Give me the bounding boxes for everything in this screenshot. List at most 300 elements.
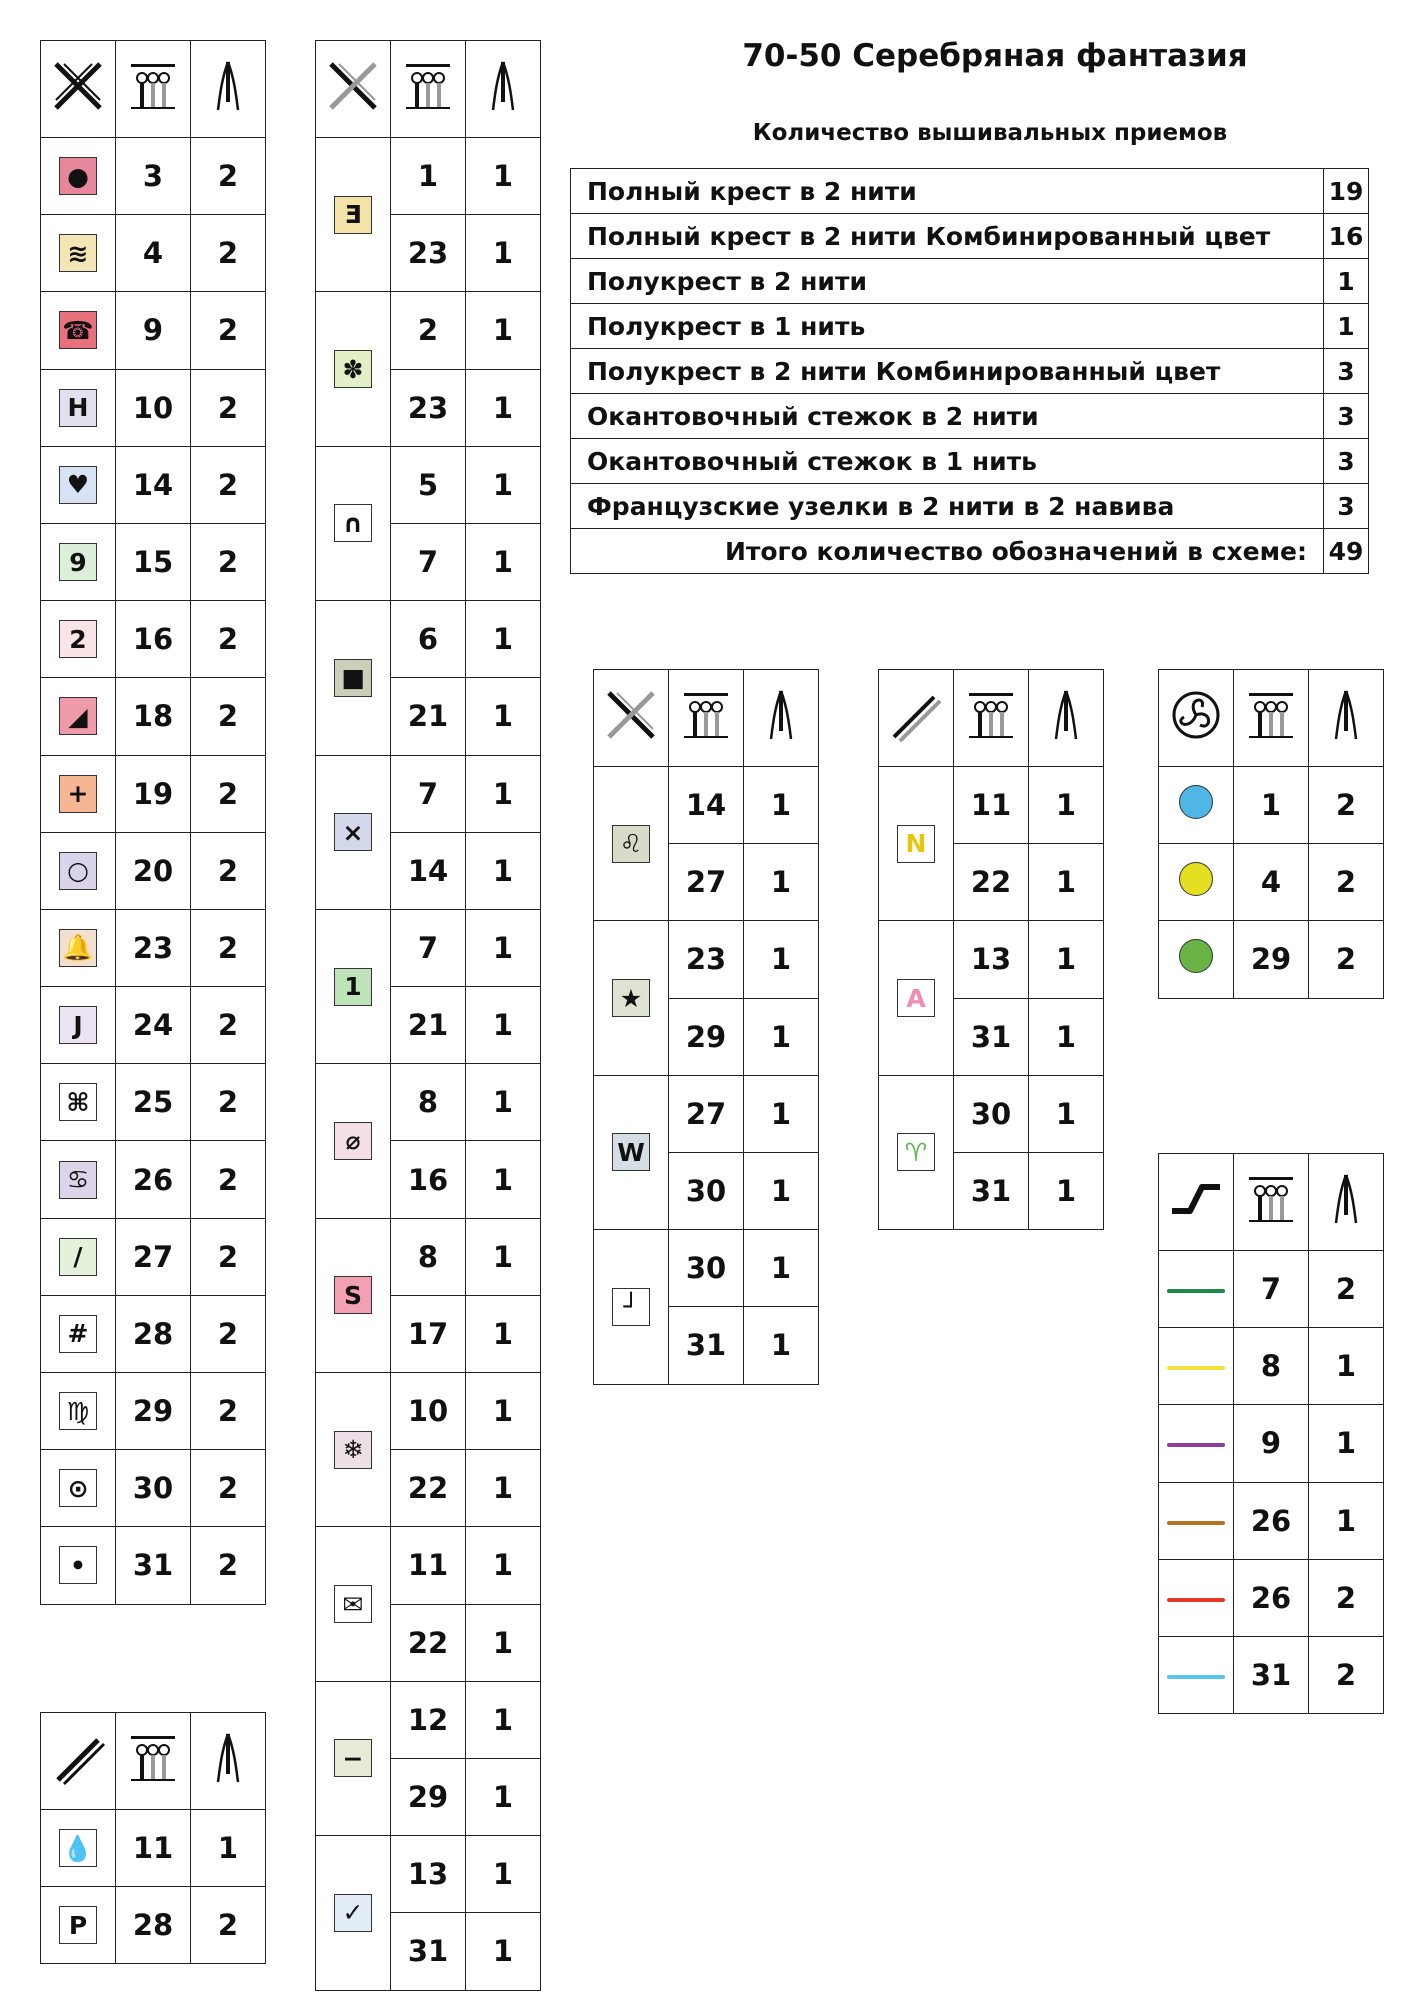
strands-value: 2 [1309, 1636, 1384, 1713]
thread-color-value: 29 [116, 1373, 191, 1450]
combined-cross-icon [325, 58, 381, 114]
thread-color-value: 30 [669, 1152, 744, 1229]
symbol-header [1159, 670, 1234, 767]
thread-color-value: 7 [1234, 1251, 1309, 1328]
strands-value: 2 [191, 1527, 266, 1604]
strands-value: 1 [744, 998, 819, 1075]
key-symbol-cell [41, 832, 116, 909]
strands-header [191, 1713, 266, 1810]
strands-value: 1 [1309, 1405, 1384, 1482]
key-row [316, 1527, 541, 1604]
key-symbol-cell [41, 1064, 116, 1141]
strands-value: 1 [466, 1295, 541, 1372]
key-row [41, 369, 266, 446]
thread-color-value: 9 [116, 292, 191, 369]
key-symbol-cell [41, 523, 116, 600]
count-value: 3 [1324, 484, 1369, 529]
thread-color-value: 23 [391, 369, 466, 446]
dot-symbol: • [59, 1546, 97, 1584]
key-symbol-cell [316, 755, 391, 909]
digit-9-symbol: 9 [59, 543, 97, 581]
purple-line [1167, 1443, 1225, 1447]
thread-color-value: 31 [954, 1152, 1029, 1229]
strands-value: 1 [744, 767, 819, 844]
blue-dot [1179, 785, 1213, 819]
key-row [316, 1373, 541, 1450]
letter-h-symbol: H [59, 389, 97, 427]
needle-icon [753, 687, 809, 743]
thread-color-value: 11 [116, 1810, 191, 1887]
key-row [1159, 921, 1384, 998]
strands-value: 1 [466, 987, 541, 1064]
key-row [879, 921, 1104, 998]
key-symbol-cell [594, 1075, 669, 1229]
brown-line [1167, 1521, 1225, 1525]
strands-header [1309, 1154, 1384, 1251]
green-dot [1179, 939, 1213, 973]
thread-color-value: 31 [1234, 1636, 1309, 1713]
arch-symbol: ∩ [334, 504, 372, 542]
strands-value: 2 [191, 1450, 266, 1527]
thread-color-value: 26 [1234, 1559, 1309, 1636]
count-row [571, 169, 1369, 214]
thread-color-value: 21 [391, 987, 466, 1064]
strands-value: 1 [466, 1681, 541, 1758]
count-value: 3 [1324, 349, 1369, 394]
key-symbol-cell [41, 1295, 116, 1372]
heart-symbol: ♥ [59, 466, 97, 504]
key-symbol-cell [316, 1527, 391, 1681]
key-row [1159, 1251, 1384, 1328]
key-row [1159, 767, 1384, 844]
count-row [571, 439, 1369, 484]
key-row [41, 1810, 266, 1887]
key-symbol-cell [41, 1218, 116, 1295]
thread-color-value: 12 [391, 1681, 466, 1758]
count-value: 16 [1324, 214, 1369, 259]
strands-value: 1 [466, 215, 541, 292]
thread-color-icon [125, 1730, 181, 1786]
key-row [594, 767, 819, 844]
key-row [41, 832, 266, 909]
needle-icon [200, 58, 256, 114]
thread-color-value: 3 [116, 138, 191, 215]
strands-value: 1 [744, 1075, 819, 1152]
key-row [316, 1681, 541, 1758]
thread-color-value: 8 [391, 1064, 466, 1141]
strands-value: 2 [191, 832, 266, 909]
thread-color-value: 10 [116, 369, 191, 446]
needle-icon [1318, 1171, 1374, 1227]
waves-symbol: ≋ [59, 234, 97, 272]
count-label: Полукрест в 2 нити Комбинированный цвет [571, 349, 1324, 394]
key-row [41, 215, 266, 292]
thread-color-icon [1243, 687, 1299, 743]
flower-symbol: ✽ [334, 350, 372, 388]
thread-color-value: 10 [391, 1373, 466, 1450]
leo-sign-symbol: ♌ [612, 825, 650, 863]
key-row [41, 909, 266, 986]
key-row [1159, 1482, 1384, 1559]
key-row [41, 987, 266, 1064]
key-symbol-cell [41, 1373, 116, 1450]
strands-value: 1 [466, 678, 541, 755]
red-line [1167, 1598, 1225, 1602]
thread-color-value: 16 [391, 1141, 466, 1218]
thread-color-value: 13 [954, 921, 1029, 998]
thread-color-value: 30 [116, 1450, 191, 1527]
strands-header [466, 41, 541, 138]
key-symbol-cell [41, 1527, 116, 1604]
thread-color-value: 28 [116, 1887, 191, 1964]
key-row [594, 1230, 819, 1307]
key-row [41, 523, 266, 600]
thread-color-value: 13 [391, 1836, 466, 1913]
strands-value: 1 [1029, 921, 1104, 998]
strands-value: 2 [191, 1141, 266, 1218]
strands-value: 1 [466, 1836, 541, 1913]
key-symbol-cell [1159, 844, 1234, 921]
count-value: 19 [1324, 169, 1369, 214]
thread-color-value: 27 [669, 844, 744, 921]
strands-value: 1 [466, 1373, 541, 1450]
thread-color-header [669, 670, 744, 767]
header-row [879, 670, 1104, 767]
key-row [316, 1064, 541, 1141]
thread-color-value: 23 [391, 215, 466, 292]
count-row [571, 259, 1369, 304]
letter-a-symbol: A [897, 979, 935, 1017]
strands-value: 1 [466, 601, 541, 678]
strands-value: 2 [1309, 767, 1384, 844]
count-row [571, 304, 1369, 349]
backstitch-icon [1168, 1171, 1224, 1227]
strands-value: 1 [466, 1064, 541, 1141]
telephone-symbol: ☎ [59, 311, 97, 349]
counts-subtitle: Количество вышивальных приемов [752, 120, 1228, 146]
thread-color-icon [400, 58, 456, 114]
key-row [316, 292, 541, 369]
thread-color-value: 11 [954, 767, 1029, 844]
half-cross-icon [50, 1730, 106, 1786]
key-row [879, 1075, 1104, 1152]
thread-color-value: 31 [391, 1913, 466, 1990]
strands-value: 2 [191, 1295, 266, 1372]
strands-value: 2 [191, 446, 266, 523]
strands-value: 2 [191, 1064, 266, 1141]
key-symbol-cell [594, 1230, 669, 1384]
combined-half-cross-key-table [878, 669, 1104, 1230]
strands-value: 1 [466, 1527, 541, 1604]
key-row [41, 1373, 266, 1450]
key-symbol-cell [316, 1836, 391, 1990]
strands-value: 1 [466, 446, 541, 523]
thread-color-value: 14 [116, 446, 191, 523]
strands-value: 2 [191, 1373, 266, 1450]
strands-value: 1 [744, 844, 819, 921]
digit-1-symbol: 1 [334, 968, 372, 1006]
strands-value: 1 [466, 369, 541, 446]
key-symbol-cell [41, 138, 116, 215]
strands-value: 1 [466, 1604, 541, 1681]
strands-value: 2 [191, 755, 266, 832]
count-label: Окантовочный стежок в 1 нить [571, 439, 1324, 484]
count-label: Полукрест в 1 нить [571, 304, 1324, 349]
thread-color-header [1234, 1154, 1309, 1251]
strands-value: 2 [191, 987, 266, 1064]
strands-value: 1 [1029, 1152, 1104, 1229]
key-symbol-cell [41, 755, 116, 832]
key-symbol-cell [316, 1218, 391, 1372]
key-symbol-cell [316, 446, 391, 600]
strands-value: 1 [466, 523, 541, 600]
key-symbol-cell [1159, 1328, 1234, 1405]
key-row [879, 767, 1104, 844]
filled-circle-symbol: ● [59, 157, 97, 195]
small-cross-symbol: × [334, 813, 372, 851]
strands-value: 1 [466, 138, 541, 215]
half-cross-key-table [40, 1712, 266, 1964]
corner-symbol: ┘ [612, 1288, 650, 1326]
triangle-symbol: ◢ [59, 697, 97, 735]
key-row [41, 292, 266, 369]
drop-symbol: 💧 [59, 1829, 97, 1867]
key-symbol-cell [316, 909, 391, 1063]
key-symbol-cell [41, 1810, 116, 1887]
key-symbol-cell [1159, 1251, 1234, 1328]
strands-value: 1 [466, 1758, 541, 1835]
key-symbol-cell [1159, 1559, 1234, 1636]
key-row [316, 138, 541, 215]
key-symbol-cell [41, 678, 116, 755]
circle-outline-symbol: ○ [59, 852, 97, 890]
letter-e-symbol: Ǝ [334, 196, 372, 234]
thread-color-value: 4 [116, 215, 191, 292]
thread-color-value: 23 [116, 909, 191, 986]
strands-value: 1 [1029, 844, 1104, 921]
key-symbol-cell [316, 601, 391, 755]
thread-color-value: 31 [669, 1307, 744, 1384]
letter-n-symbol: N [897, 825, 935, 863]
thread-color-icon [125, 58, 181, 114]
key-row [316, 1218, 541, 1295]
letter-p-symbol: P [59, 1906, 97, 1944]
needle-icon [1318, 687, 1374, 743]
needle-icon [1038, 687, 1094, 743]
header-row [41, 41, 266, 138]
key-symbol-cell [879, 767, 954, 921]
strands-value: 1 [744, 921, 819, 998]
key-row [316, 755, 541, 832]
count-label: Полный крест в 2 нити Комбинированный цвет [571, 214, 1324, 259]
letter-w-symbol: W [612, 1133, 650, 1171]
thread-color-value: 30 [954, 1075, 1029, 1152]
command-symbol: ⌘ [59, 1083, 97, 1121]
strands-value: 1 [466, 1450, 541, 1527]
page-title: 70-50 Серебряная фантазия [742, 38, 1248, 74]
strands-value: 1 [744, 1152, 819, 1229]
key-row [41, 678, 266, 755]
key-row [41, 1218, 266, 1295]
lightblue-line [1167, 1675, 1225, 1679]
thread-color-value: 7 [391, 523, 466, 600]
strands-value: 2 [191, 678, 266, 755]
symbol-header [316, 41, 391, 138]
key-row [41, 1064, 266, 1141]
count-value: 1 [1324, 259, 1369, 304]
thread-color-value: 1 [1234, 767, 1309, 844]
thread-color-value: 4 [1234, 844, 1309, 921]
key-symbol-cell [879, 1075, 954, 1229]
thread-color-value: 27 [669, 1075, 744, 1152]
needle-icon [475, 58, 531, 114]
key-symbol-cell [316, 292, 391, 446]
green-line [1167, 1289, 1225, 1293]
key-row [316, 446, 541, 523]
thread-color-value: 21 [391, 678, 466, 755]
key-row [41, 1141, 266, 1218]
strands-header [1309, 670, 1384, 767]
check-symbol: ✓ [334, 1894, 372, 1932]
combined-cross-key-table [315, 40, 541, 1991]
full-cross-key-table [40, 40, 266, 1605]
thread-color-header [116, 1713, 191, 1810]
symbol-header [879, 670, 954, 767]
thread-color-value: 20 [116, 832, 191, 909]
key-row [41, 755, 266, 832]
key-row [316, 909, 541, 986]
key-symbol-cell [1159, 1405, 1234, 1482]
header-row [41, 1713, 266, 1810]
strands-value: 2 [191, 138, 266, 215]
strands-value: 1 [1029, 1075, 1104, 1152]
key-symbol-cell [879, 921, 954, 1075]
count-row [571, 214, 1369, 259]
thread-color-value: 18 [116, 678, 191, 755]
snowflake-symbol: ❄ [334, 1431, 372, 1469]
count-label: Полукрест в 2 нити [571, 259, 1324, 304]
dot-circle-symbol: ⊙ [59, 1469, 97, 1507]
key-row [41, 1527, 266, 1604]
strands-value: 1 [1309, 1482, 1384, 1559]
letter-j-symbol: J [59, 1006, 97, 1044]
thread-color-value: 11 [391, 1527, 466, 1604]
symbol-header [594, 670, 669, 767]
combined-cross-key-table-2 [593, 669, 819, 1385]
virgo-sign-symbol: ♍ [59, 1392, 97, 1430]
strands-value: 1 [466, 1218, 541, 1295]
key-symbol-cell [41, 369, 116, 446]
thread-color-value: 31 [116, 1527, 191, 1604]
thread-color-value: 22 [391, 1604, 466, 1681]
key-row [594, 1075, 819, 1152]
count-total-label: Итого количество обозначений в схеме: [571, 529, 1324, 574]
plus-symbol: + [59, 775, 97, 813]
thread-color-value: 1 [391, 138, 466, 215]
french-knot-key-table [1158, 669, 1384, 999]
key-symbol-cell [316, 138, 391, 292]
thread-color-value: 29 [1234, 921, 1309, 998]
thread-color-icon [1243, 1171, 1299, 1227]
thread-color-header [1234, 670, 1309, 767]
header-row [316, 41, 541, 138]
combined-half-cross-icon [888, 687, 944, 743]
thread-color-value: 14 [391, 832, 466, 909]
strands-value: 1 [466, 292, 541, 369]
strands-value: 2 [191, 1218, 266, 1295]
strands-value: 1 [466, 832, 541, 909]
thread-color-value: 17 [391, 1295, 466, 1372]
key-row [41, 1887, 266, 1964]
count-row [571, 394, 1369, 439]
thread-color-value: 8 [1234, 1328, 1309, 1405]
key-symbol-cell [316, 1373, 391, 1527]
strands-value: 1 [1309, 1328, 1384, 1405]
slash-symbol: / [59, 1238, 97, 1276]
yellow-dot [1179, 862, 1213, 896]
thread-color-value: 22 [954, 844, 1029, 921]
yellow-line [1167, 1366, 1225, 1370]
strands-value: 2 [191, 1887, 266, 1964]
header-row [1159, 670, 1384, 767]
key-row [41, 1295, 266, 1372]
empty-set-symbol: ⌀ [334, 1122, 372, 1160]
thread-color-header [116, 41, 191, 138]
thread-color-value: 19 [116, 755, 191, 832]
strands-value: 1 [1029, 767, 1104, 844]
key-symbol-cell [41, 909, 116, 986]
strands-value: 2 [191, 601, 266, 678]
count-value: 3 [1324, 394, 1369, 439]
count-label: Французские узелки в 2 нити в 2 навива [571, 484, 1324, 529]
strands-value: 1 [466, 909, 541, 986]
key-symbol-cell [41, 1450, 116, 1527]
thread-color-value: 2 [391, 292, 466, 369]
envelope-symbol: ✉ [334, 1585, 372, 1623]
symbol-header [1159, 1154, 1234, 1251]
strands-value: 2 [191, 369, 266, 446]
minus-symbol: − [334, 1739, 372, 1777]
thread-color-value: 31 [954, 998, 1029, 1075]
strands-value: 2 [1309, 1559, 1384, 1636]
key-row [1159, 1328, 1384, 1405]
symbol-header [41, 41, 116, 138]
count-total-value: 49 [1324, 529, 1369, 574]
thread-color-value: 8 [391, 1218, 466, 1295]
count-label: Полный крест в 2 нити [571, 169, 1324, 214]
key-symbol-cell [41, 446, 116, 523]
strands-value: 2 [1309, 844, 1384, 921]
thread-color-value: 28 [116, 1295, 191, 1372]
key-symbol-cell [1159, 1636, 1234, 1713]
digit-2-symbol: 2 [59, 620, 97, 658]
cancer-sign-symbol: ♋ [59, 1161, 97, 1199]
strands-header [744, 670, 819, 767]
thread-color-icon [963, 687, 1019, 743]
strands-value: 2 [191, 909, 266, 986]
thread-color-value: 6 [391, 601, 466, 678]
thread-color-value: 24 [116, 987, 191, 1064]
thread-color-value: 23 [669, 921, 744, 998]
key-symbol-cell [41, 292, 116, 369]
key-symbol-cell [316, 1064, 391, 1218]
thread-color-value: 7 [391, 755, 466, 832]
key-row [41, 601, 266, 678]
french-knot-icon [1168, 687, 1224, 743]
stitch-count-table [570, 168, 1369, 574]
filled-square-symbol: ■ [334, 659, 372, 697]
key-symbol-cell [41, 1887, 116, 1964]
